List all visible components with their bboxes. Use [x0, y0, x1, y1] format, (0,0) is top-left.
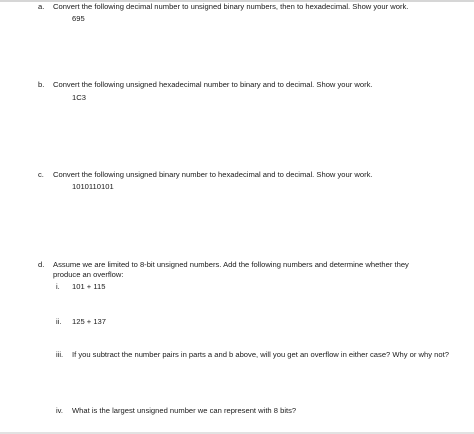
- question-c-marker: c.: [38, 170, 44, 179]
- subitem-iv-marker: iv.: [56, 406, 64, 415]
- subitem-ii-marker: ii.: [56, 317, 62, 326]
- question-b-text: Convert the following unsigned hexadecimal number to binary and to decimal. Show your work.: [53, 80, 373, 89]
- question-b-marker: b.: [38, 80, 45, 89]
- question-c-text: Convert the following unsigned binary number to hexadecimal and to decimal. Show your work.: [53, 170, 373, 179]
- question-a-marker: a.: [38, 2, 45, 11]
- subitem-iii-text: If you subtract the number pairs in parts a and b above, will you get an overflow in either case? Why or why not?: [72, 350, 449, 359]
- subitem-iv-text: What is the largest unsigned number we can represent with 8 bits?: [72, 406, 297, 415]
- question-b-value: 1C3: [72, 93, 86, 102]
- question-d-marker: d.: [38, 260, 45, 269]
- subitem-i-text: 101 + 115: [72, 282, 106, 291]
- subitem-iii-marker: iii.: [56, 350, 64, 359]
- question-d-text: Assume we are limited to 8-bit unsigned numbers. Add the following numbers and determine whether they produce an overflow:: [53, 260, 409, 279]
- subitem-ii-text: 125 + 137: [72, 317, 106, 326]
- question-a-text: Convert the following decimal number to unsigned binary numbers, then to hexadecimal. Show your work.: [53, 2, 409, 11]
- question-c-value: 1010110101: [72, 182, 114, 191]
- question-a-value: 695: [72, 14, 85, 23]
- subitem-i-marker: i.: [56, 282, 60, 291]
